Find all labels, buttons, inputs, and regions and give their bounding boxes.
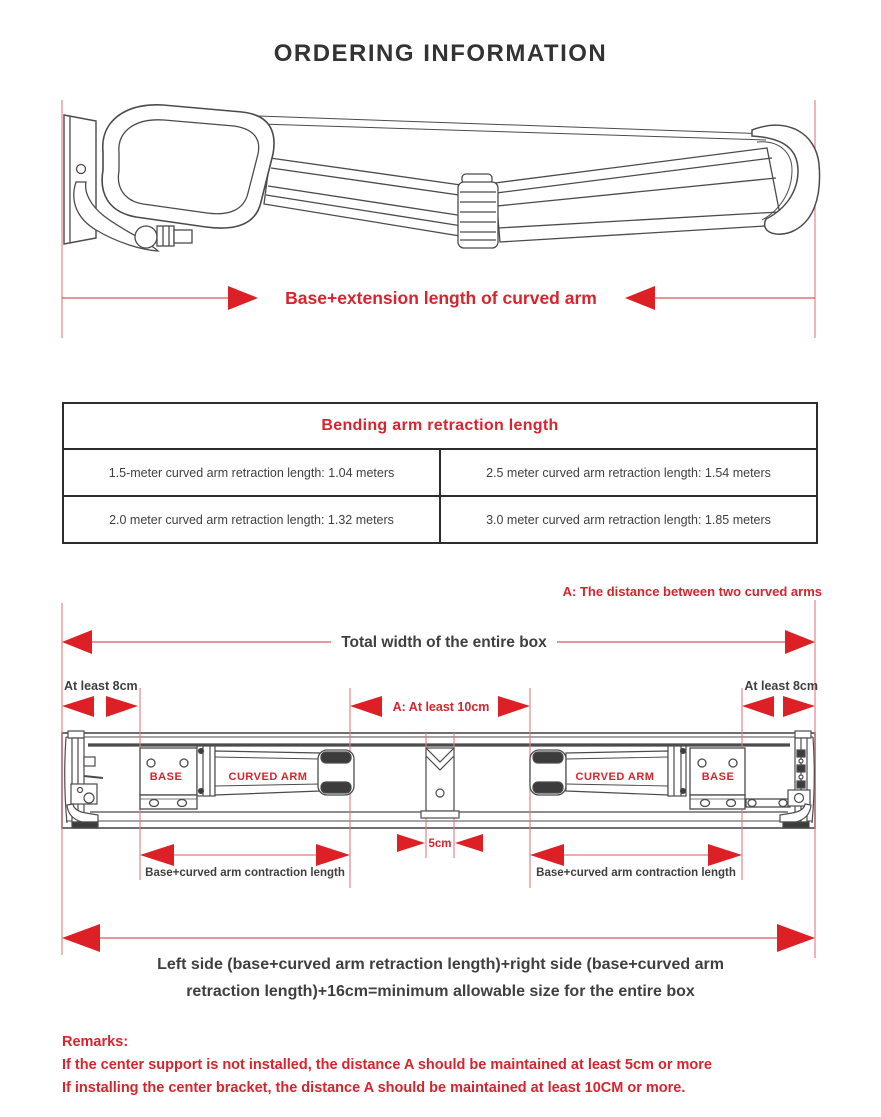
curved-arm-label-left: CURVED ARM [228,771,308,783]
table-header: Bending arm retraction length [64,404,816,450]
arrow-right-icon [228,286,258,310]
arm-length-label: Base+extension length of curved arm [285,288,597,308]
arrow-left-icon [530,844,564,866]
arrow-left-icon [455,834,483,852]
left-margin-dimension [62,679,138,717]
arrow-right-icon [777,924,815,952]
remarks-line-1: If the center support is not installed, the distance A should be maintained at least 5cm or more [62,1057,712,1073]
contraction-label-left: Base+curved arm contraction length [145,867,345,879]
remarks [62,1031,852,1100]
box-diagram [0,585,881,960]
table-cell: 3.0 meter curved arm retraction length: 1.85 meters [439,497,816,542]
center-gap-label: A: At least 10cm [392,700,490,714]
table-row [64,495,816,542]
page-title: ORDERING INFORMATION [273,40,608,67]
summary-line-1: Left side (base+curved arm retraction length)+right side (base+curved arm [157,956,724,973]
arrow-right-icon [397,834,425,852]
arrow-left-icon [625,286,655,310]
base-label-right: BASE [701,771,735,783]
center-gap-dimension [350,696,530,717]
table-cell: 1.5-meter curved arm retraction length: 1.04 meters [108,465,395,480]
table-cell: 2.0 meter curved arm retraction length: 1.32 meters [109,512,394,527]
curved-arm-label-right: CURVED ARM [575,771,655,783]
note-distance-a: A: The distance between two curved arms [562,585,822,599]
left-contraction-dimension [140,844,350,879]
arrow-right-icon [106,696,138,717]
arrow-right-icon [785,630,815,654]
remarks-line-2: If installing the center bracket, the distance A should be maintained at least 10CM or more. [62,1080,686,1096]
bracket-width-label: 5cm [428,838,452,850]
total-width-dimension [62,630,815,654]
arrow-right-icon [316,844,350,866]
arrow-right-icon [498,696,530,717]
awning-arm-drawing [64,105,820,251]
table-row [64,450,816,495]
spec-table [62,402,818,544]
right-margin-label: At least 8cm [744,679,818,693]
left-margin-label: At least 8cm [64,679,138,693]
right-contraction-dimension [530,844,742,879]
summary-line-2: retraction length)+16cm=minimum allowable size for the entire box [186,983,695,1000]
arrow-right-icon [783,696,815,717]
arrow-left-icon [62,630,92,654]
total-width-label: Total width of the entire box [341,634,547,651]
summary-text [0,951,881,1005]
right-margin-dimension [742,679,818,717]
arm-length-dimension [62,286,815,310]
contraction-label-right: Base+curved arm contraction length [536,867,736,879]
base-label-left: BASE [149,771,183,783]
arrow-left-icon [140,844,174,866]
arrow-left-icon [742,696,774,717]
arrow-left-icon [62,696,94,717]
arrow-left-icon [350,696,382,717]
arrow-right-icon [708,844,742,866]
table-cell: 2.5 meter curved arm retraction length: 1.54 meters [439,450,816,495]
minimum-size-dimension [62,924,815,952]
bracket-width-dimension [397,834,483,852]
arm-illustration [0,90,881,345]
arrow-left-icon [62,924,100,952]
center-support-bracket [421,748,459,818]
remarks-heading: Remarks: [62,1034,129,1050]
